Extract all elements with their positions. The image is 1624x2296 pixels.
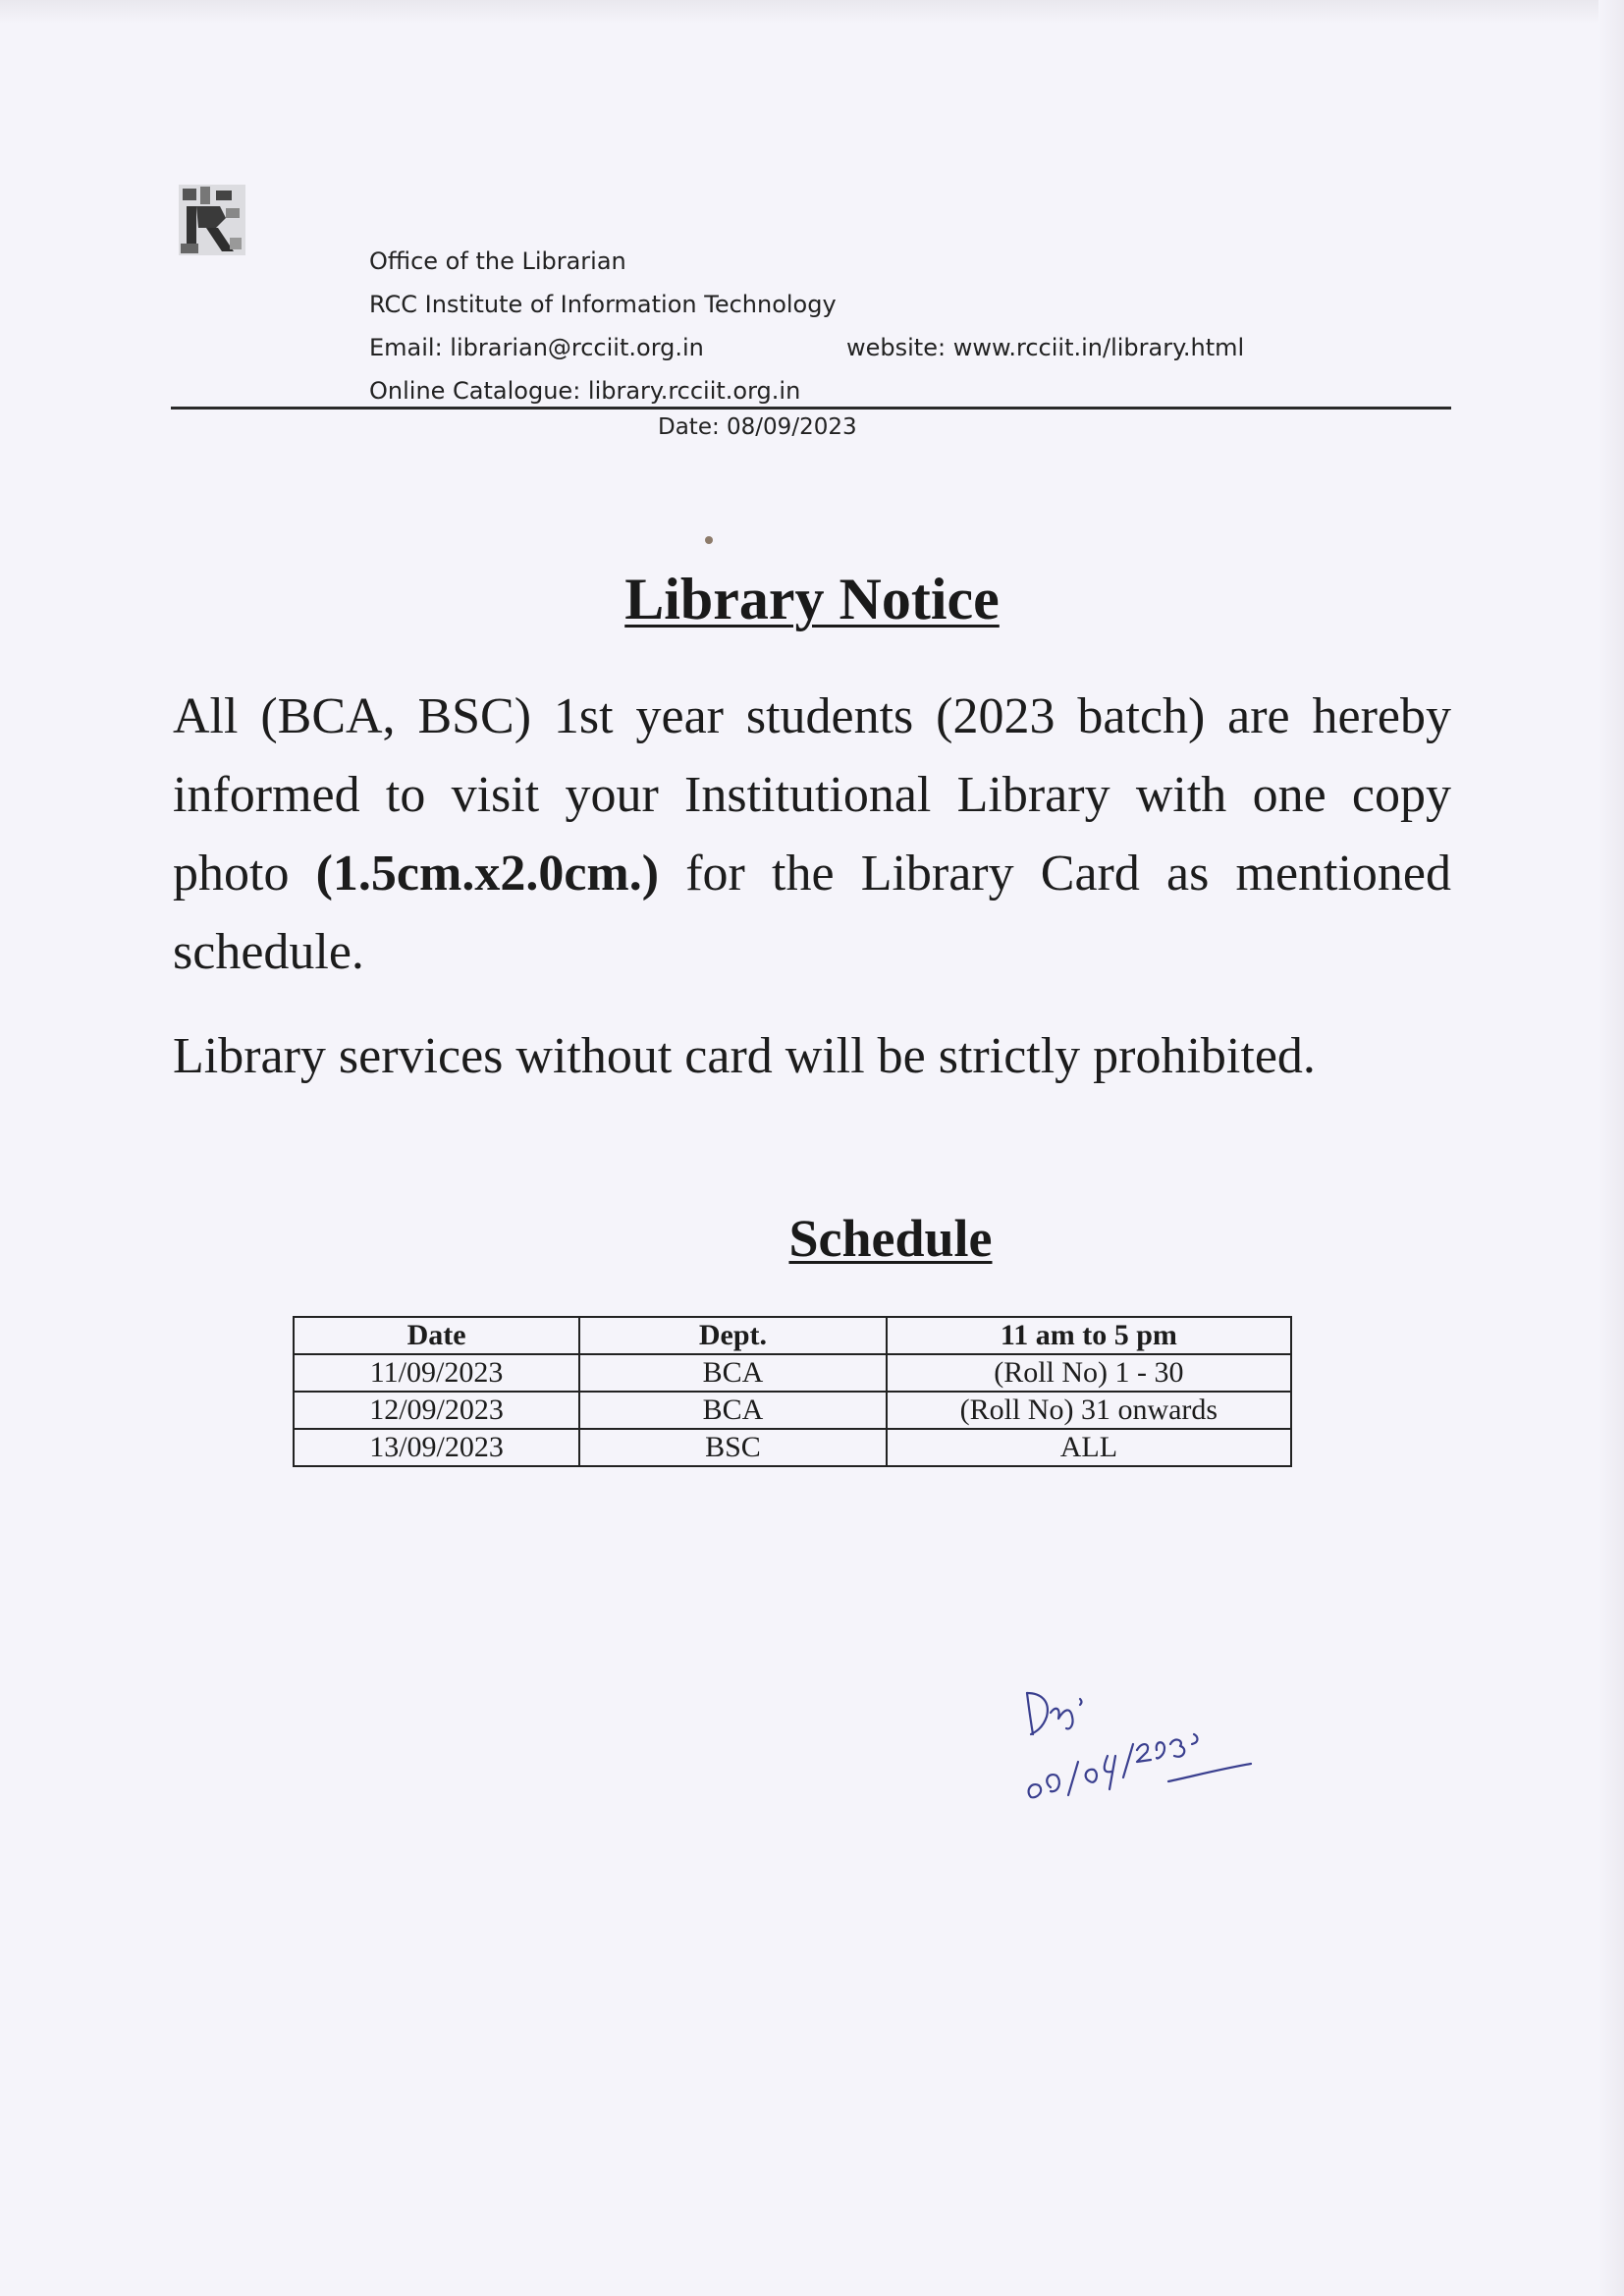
notice-paragraph-2: Library services without card will be strictly prohibited. bbox=[173, 1028, 1316, 1084]
table-row bbox=[294, 1392, 1291, 1429]
row-date: 11/09/2023 bbox=[294, 1354, 579, 1392]
scan-edge-right bbox=[1598, 0, 1624, 2296]
paragraph-1-text-end: for the Library Card as mentioned schedule. bbox=[173, 846, 1451, 980]
table-row bbox=[294, 1354, 1291, 1392]
row-slot: (Roll No) 31 onwards bbox=[887, 1392, 1291, 1429]
header-time: 11 am to 5 pm bbox=[887, 1317, 1291, 1354]
scan-edge bbox=[0, 0, 1624, 24]
notice-title: Library Notice bbox=[624, 567, 1000, 631]
header-date: Date bbox=[294, 1317, 579, 1354]
paragraph-1-text: All (BCA, BSC) 1st year students (2023 batch) are hereby informed to visit your Institutional Library with one copy photo bbox=[173, 688, 1451, 902]
schedule-title: Schedule bbox=[788, 1209, 993, 1268]
row-date: 12/09/2023 bbox=[294, 1392, 579, 1429]
row-dept: BSC bbox=[579, 1429, 887, 1466]
notice-body bbox=[173, 678, 1451, 1121]
notice-date: Date: 08/09/2023 bbox=[658, 414, 857, 440]
row-dept: BCA bbox=[579, 1354, 887, 1392]
table-header-row bbox=[294, 1317, 1291, 1354]
photo-size: (1.5cm.x2.0cm.) bbox=[315, 846, 660, 902]
rcciit-logo-icon bbox=[177, 183, 247, 257]
notice-paragraph-1 bbox=[173, 678, 1451, 992]
librarian-signature bbox=[1021, 1679, 1257, 1817]
schedule-table bbox=[293, 1316, 1292, 1467]
row-dept: BCA bbox=[579, 1392, 887, 1429]
row-slot: ALL bbox=[887, 1429, 1291, 1466]
table-row bbox=[294, 1429, 1291, 1466]
website-text: website: www.rcciit.in/library.html bbox=[846, 334, 1245, 361]
institute-name: RCC Institute of Information Technology bbox=[369, 291, 837, 318]
header-divider bbox=[171, 407, 1451, 410]
catalogue-text: Online Catalogue: library.rcciit.org.in bbox=[369, 377, 801, 405]
row-date: 13/09/2023 bbox=[294, 1429, 579, 1466]
letterhead bbox=[369, 240, 1302, 412]
row-slot: (Roll No) 1 - 30 bbox=[887, 1354, 1291, 1392]
email-text: Email: librarian@rcciit.org.in bbox=[369, 334, 704, 361]
header-dept: Dept. bbox=[579, 1317, 887, 1354]
office-name: Office of the Librarian bbox=[369, 247, 626, 275]
ink-speck bbox=[705, 536, 713, 544]
